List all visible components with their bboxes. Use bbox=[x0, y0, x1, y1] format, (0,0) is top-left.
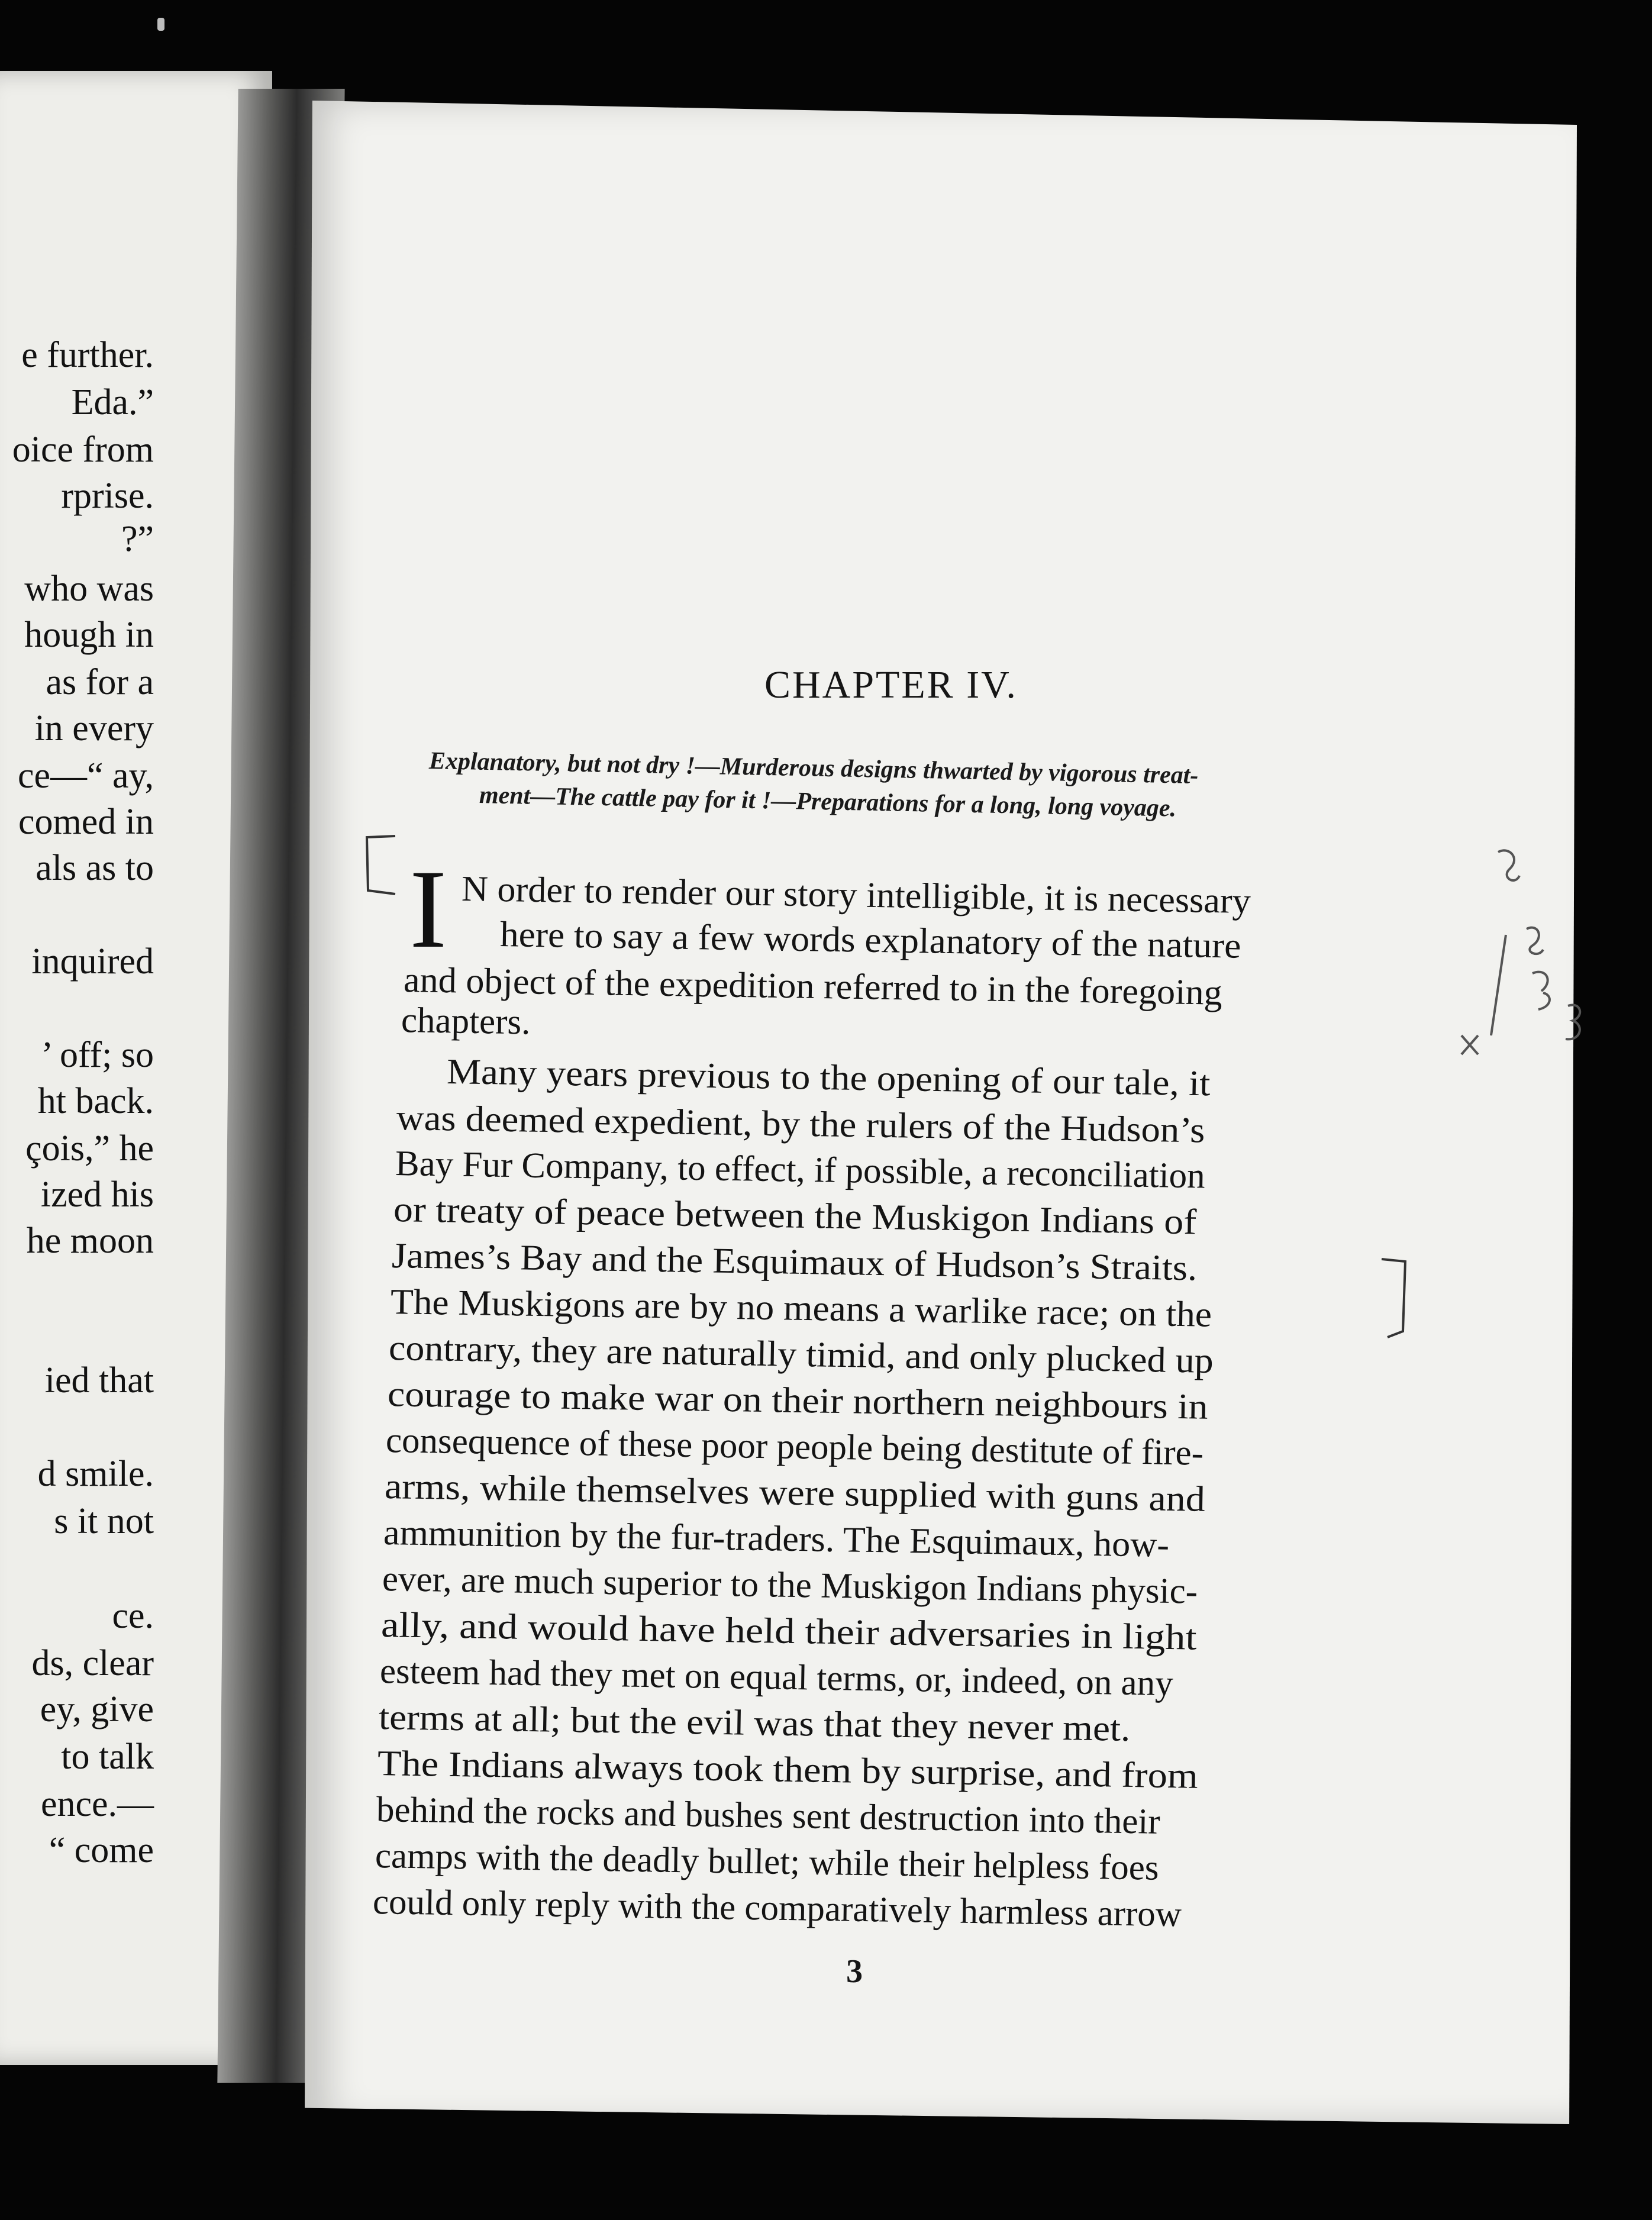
body-line: or treaty of peace between the Muskigon Indians of bbox=[393, 1190, 1197, 1243]
left-line: ied that bbox=[44, 1360, 154, 1401]
pencil-bracket-mark bbox=[1376, 1254, 1417, 1343]
pencil-bracket-mark bbox=[360, 831, 401, 902]
left-line: Eda.” bbox=[71, 382, 154, 422]
body-line: Bay Fur Company, to effect, if possible, a reconciliation bbox=[395, 1144, 1206, 1196]
left-line: ce—“ ay, bbox=[17, 756, 154, 796]
body-line: consequence of these poor people being destitute of fire- bbox=[385, 1421, 1204, 1473]
left-line: e further. bbox=[21, 335, 154, 375]
chapter-summary-line: ment—The cattle pay for it !—Preparations for a long, long voyage. bbox=[479, 782, 1177, 822]
body-line: arms, while themselves were supplied with guns and bbox=[384, 1467, 1206, 1519]
left-line: in every bbox=[34, 708, 154, 748]
left-line: ey, give bbox=[40, 1689, 154, 1729]
body-line: and object of the expedition referred to in the foregoing bbox=[403, 960, 1223, 1013]
left-line: comed in bbox=[18, 802, 154, 842]
body-line: camps with the deadly bullet; while their helpless foes bbox=[375, 1836, 1160, 1888]
body-line: James’s Bay and the Esquimaux of Hudson’s Straits. bbox=[391, 1236, 1198, 1289]
body-line: N order to render our story intelligible, it is necessary bbox=[461, 869, 1251, 921]
left-line: rprise. bbox=[61, 476, 154, 516]
body-line: The Indians always took them by surprise, and from bbox=[377, 1744, 1199, 1796]
body-line: ally, and would have held their adversaries in light bbox=[380, 1605, 1198, 1658]
left-line: inquired bbox=[31, 941, 154, 982]
drop-cap: I bbox=[409, 847, 447, 972]
left-line: ?” bbox=[121, 519, 154, 559]
page-number: 3 bbox=[846, 1953, 863, 1990]
body-line: ammunition by the fur-traders. The Esquimaux, how- bbox=[383, 1513, 1170, 1565]
body-line: was deemed expedient, by the rulers of the Hudson’s bbox=[396, 1098, 1205, 1151]
left-line: als as to bbox=[36, 848, 154, 888]
left-line: ht back. bbox=[37, 1081, 154, 1121]
body-line: could only reply with the comparatively harmless arrow bbox=[372, 1882, 1182, 1935]
left-line: hough in bbox=[24, 615, 154, 655]
left-line: to talk bbox=[61, 1737, 154, 1777]
left-line: ence.— bbox=[40, 1784, 154, 1824]
left-line: oice from bbox=[12, 430, 154, 470]
film-marker bbox=[157, 18, 164, 31]
left-line: ized his bbox=[40, 1174, 154, 1215]
left-line: çois,” he bbox=[25, 1128, 154, 1169]
left-line: s it not bbox=[54, 1501, 154, 1541]
left-line: ’ off; so bbox=[41, 1035, 154, 1075]
body-line: chapters. bbox=[401, 1001, 531, 1043]
left-line: who was bbox=[24, 569, 154, 609]
body-line: courage to make war on their northern neighbours in bbox=[387, 1374, 1209, 1427]
body-line: here to say a few words explanatory of the nature bbox=[499, 915, 1241, 966]
left-line: he moon bbox=[26, 1221, 154, 1261]
body-line: esteem had they met on equal terms, or, indeed, on any bbox=[379, 1651, 1174, 1704]
body-line: The Muskigons are by no means a warlike race; on the bbox=[390, 1282, 1212, 1335]
chapter-summary-line: Explanatory, but not dry !—Murderous designs thwarted by vigorous treat- bbox=[428, 747, 1199, 789]
body-line: terms at all; but the evil was that they never met. bbox=[378, 1698, 1131, 1749]
left-line: ce. bbox=[112, 1596, 154, 1636]
body-line: behind the rocks and bushes sent destruction into their bbox=[376, 1790, 1161, 1842]
body-line: Many years previous to the opening of our tale, it bbox=[446, 1052, 1211, 1104]
pencil-marginalia bbox=[1444, 840, 1598, 1089]
left-line: d smile. bbox=[37, 1454, 154, 1494]
body-line: contrary, they are naturally timid, and only plucked up bbox=[388, 1328, 1214, 1381]
left-line: ds, clear bbox=[31, 1643, 154, 1683]
chapter-title: CHAPTER IV. bbox=[764, 663, 1018, 706]
left-line: “ come bbox=[49, 1830, 154, 1870]
body-line: ever, are much superior to the Muskigon Indians physic- bbox=[382, 1559, 1198, 1612]
left-line: as for a bbox=[46, 662, 154, 702]
